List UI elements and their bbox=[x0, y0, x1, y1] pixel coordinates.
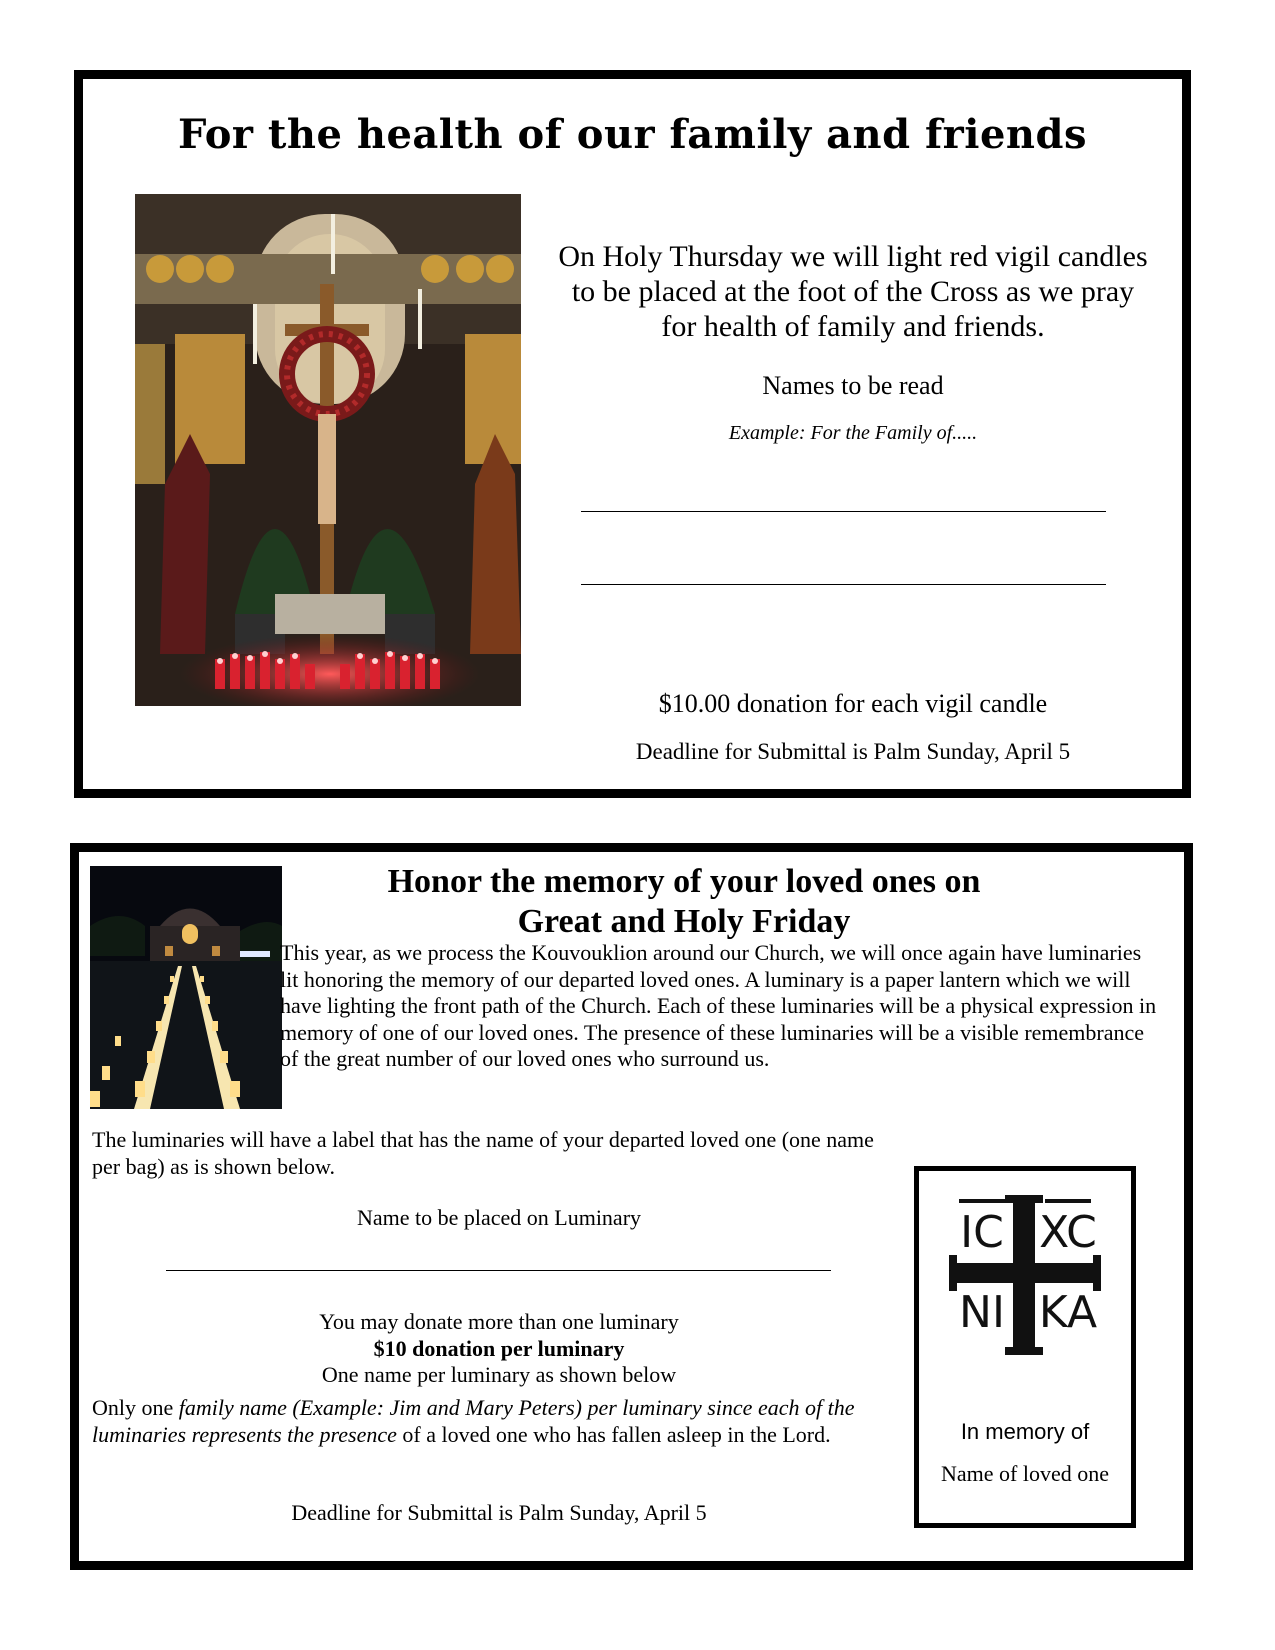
donation-amount: $10 donation per luminary bbox=[373, 1335, 625, 1361]
icxc-nika-cross-icon bbox=[941, 1187, 1109, 1359]
sample-luminary-label bbox=[914, 1166, 1136, 1528]
donation-text: $10.00 donation for each vigil candle bbox=[658, 689, 1048, 718]
ic-letters: IC bbox=[960, 1207, 1004, 1258]
luminary-name-entry-line[interactable] bbox=[166, 1270, 831, 1271]
donation-info bbox=[139, 1309, 859, 1389]
church-vigil-candles-photo bbox=[135, 194, 521, 706]
family-note-italic: family name (Example: Jim and Mary Peters) per luminary since each of the luminaries represents the presence bbox=[92, 1395, 855, 1447]
name-entry-line-2[interactable] bbox=[581, 584, 1106, 585]
ka-letters: KA bbox=[1038, 1287, 1098, 1338]
family-note-end: of a loved one who has fallen asleep in the Lord. bbox=[396, 1421, 831, 1447]
name-label: Name to be placed on Luminary bbox=[356, 1205, 642, 1230]
family-note-start: Only one bbox=[92, 1395, 179, 1420]
deadline-text: Deadline for Submittal is Palm Sunday, April 5 bbox=[635, 739, 1071, 764]
deadline-text: Deadline for Submittal is Palm Sunday, April 5 bbox=[291, 1500, 707, 1525]
card-title: For the health of our family and friends bbox=[178, 111, 1087, 158]
donate-more-text: You may donate more than one luminary bbox=[319, 1309, 679, 1334]
luminary-description: This year, as we process the Kouvouklion around our Church, we will once again have luminaries lit honoring the memory of our departed loved ones. A luminary is a paper lantern which we will have lighting the front path of the Church. Each of these luminaries will be a physical expression in memory of one of our loved ones. The presence of these luminaries will be a visible remembrance of the great number of our loved ones who surround us. bbox=[280, 940, 1157, 1071]
title-line-2: Great and Holy Friday bbox=[517, 903, 851, 940]
name-entry-line-1[interactable] bbox=[581, 511, 1106, 512]
luminary-card bbox=[70, 843, 1193, 1570]
title-line-1: Honor the memory of your loved ones on bbox=[387, 863, 981, 900]
label-note: The luminaries will have a label that has the name of your departed loved one (one name per bag) as is shown below. bbox=[92, 1127, 874, 1179]
one-name-text: One name per luminary as shown below bbox=[321, 1362, 677, 1387]
luminaries-photo-image bbox=[90, 866, 282, 1109]
vigil-candle-card bbox=[74, 70, 1191, 798]
xc-letters: XC bbox=[1039, 1207, 1097, 1258]
names-label: Names to be read bbox=[762, 371, 944, 400]
loved-one-name-placeholder: Name of loved one bbox=[941, 1461, 1109, 1486]
ni-letters: NI bbox=[959, 1287, 1005, 1338]
in-memory-of-text: In memory of bbox=[960, 1419, 1090, 1444]
church-luminaries-photo bbox=[90, 866, 282, 1109]
example-text: Example: For the Family of..... bbox=[728, 422, 978, 444]
intro-text: On Holy Thursday we will light red vigil candles to be placed at the foot of the Cross as we pray for health of family and friends. bbox=[558, 240, 1148, 343]
church-photo-image bbox=[135, 194, 521, 706]
card-title bbox=[329, 862, 1039, 942]
family-name-note bbox=[92, 1395, 892, 1448]
